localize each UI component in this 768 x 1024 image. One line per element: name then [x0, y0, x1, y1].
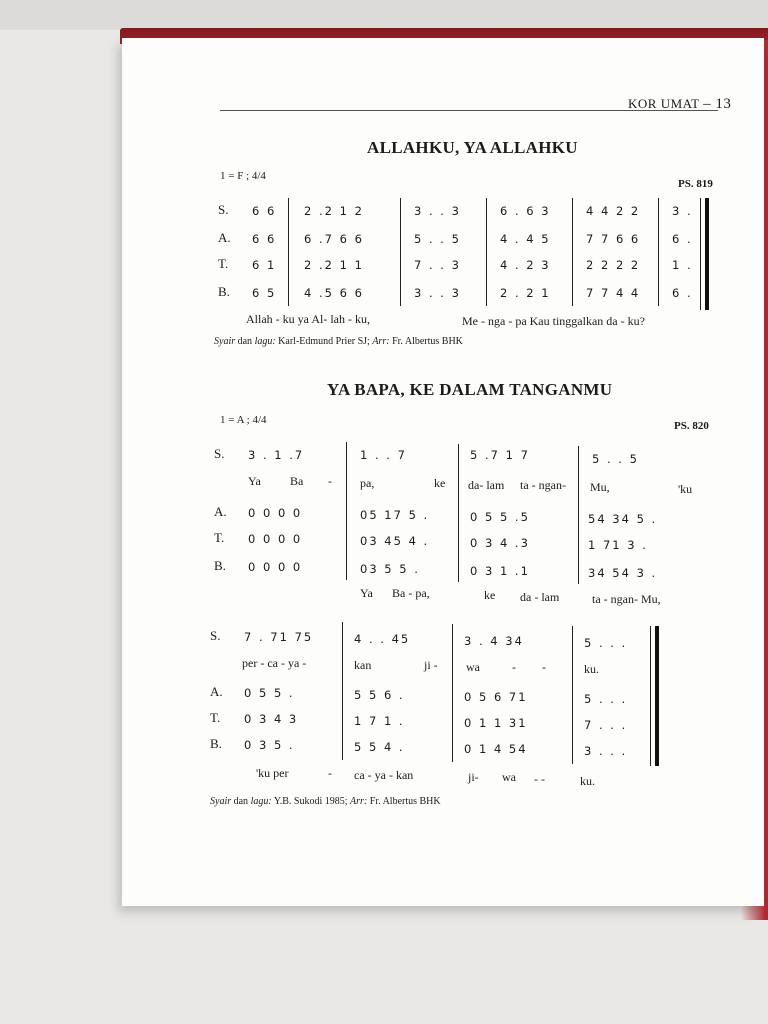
voice-label: T.	[218, 256, 229, 271]
barline	[458, 444, 459, 582]
voice-label: T.	[214, 530, 225, 545]
note-cell: 6 .	[672, 286, 693, 300]
barline	[578, 446, 579, 584]
lyric: ca - ya - kan	[354, 768, 414, 782]
note-cell: 4 4 2 2	[586, 204, 641, 218]
barline	[346, 442, 347, 580]
note-cell: 3 . . 3	[414, 204, 461, 218]
lyric: 'ku	[678, 482, 693, 496]
song-title: YA BAPA, KE DALAM TANGANMU	[327, 380, 613, 399]
barline	[658, 198, 659, 306]
note-cell: 6 5	[252, 286, 277, 300]
credits	[214, 336, 463, 347]
note-cell: 2 .2 1 1	[304, 258, 364, 272]
lyric: Ba - pa,	[392, 586, 430, 600]
lyric: ku.	[580, 774, 595, 788]
background-top	[0, 0, 768, 30]
note-cell: 3 . . .	[584, 744, 628, 758]
barline	[700, 198, 701, 310]
page-number: – 13	[703, 96, 732, 112]
credit-label: Syair	[214, 336, 236, 347]
lyric: wa	[466, 660, 480, 674]
note-cell: 34 54 3 .	[588, 566, 658, 580]
barline	[572, 626, 573, 764]
note-cell: 6 1	[252, 258, 277, 272]
ps-number: PS. 819	[678, 178, 713, 190]
lyric: da - lam	[520, 590, 560, 604]
lyric-line: Allah - ku ya Al- lah - ku,	[246, 312, 370, 326]
lyric: da- lam	[468, 478, 505, 492]
credit-lagu: lagu:	[250, 796, 272, 807]
credit-lagu: lagu:	[254, 336, 276, 347]
note-cell: 2 .2 1 2	[304, 204, 364, 218]
final-barline	[655, 626, 659, 766]
note-cell: 5 5 6 .	[354, 688, 405, 702]
note-cell: 0 5 5 .5	[470, 510, 530, 524]
note-cell: 3 . 1 .7	[248, 448, 305, 462]
lyric: per - ca - ya -	[242, 656, 307, 670]
note-cell: 05 17 5 .	[360, 508, 430, 522]
lyric: ke	[484, 588, 496, 602]
note-cell: 4 . 2 3	[500, 258, 551, 272]
note-cell: 1 7 1 .	[354, 714, 405, 728]
note-cell: 5 .7 1 7	[470, 448, 530, 462]
note-cell: 6 6	[252, 204, 277, 218]
lyric: Ya	[248, 474, 261, 488]
barline	[288, 198, 289, 306]
note-cell: 5 5 4 .	[354, 740, 405, 754]
lyric: -	[328, 474, 332, 488]
barline	[486, 198, 487, 306]
voice-label: S.	[210, 628, 221, 643]
note-cell: 5 . . 5	[414, 232, 461, 246]
credit-arr-text: Fr. Albertus BHK	[369, 796, 441, 807]
lyric: Mu,	[590, 480, 610, 494]
credit-mid: dan	[233, 796, 249, 807]
note-cell: 3 .	[672, 204, 693, 218]
note-cell: 5 . . .	[584, 692, 628, 706]
lyric: -	[542, 660, 546, 674]
voice-label: S.	[214, 446, 225, 461]
note-cell: 0 5 6 71	[464, 690, 528, 704]
note-cell: 7 . . 3	[414, 258, 461, 272]
note-cell: 6 6	[252, 232, 277, 246]
note-cell: 6 .	[672, 232, 693, 246]
final-barline	[705, 198, 709, 310]
note-cell: 0 3 4 3	[244, 712, 299, 726]
credit-label: Syair	[210, 796, 232, 807]
key-signature: 1 = F ; 4/4	[220, 170, 266, 182]
barline	[400, 198, 401, 306]
lyric: ji-	[468, 770, 479, 784]
credit-arr: Arr:	[372, 336, 390, 347]
barline	[650, 626, 651, 766]
note-cell: 0 0 0 0	[248, 532, 303, 546]
credits	[210, 796, 441, 807]
note-cell: 0 1 4 54	[464, 742, 528, 756]
note-cell: 7 7 6 6	[586, 232, 641, 246]
ps-number: PS. 820	[674, 420, 709, 432]
voice-label: B.	[218, 284, 230, 299]
note-cell: 2 . 2 1	[500, 286, 551, 300]
credit-arr: Arr:	[350, 796, 368, 807]
voice-label: A.	[210, 684, 223, 699]
lyric: Ya	[360, 586, 373, 600]
lyric: -	[328, 766, 332, 780]
key-signature: 1 = A ; 4/4	[220, 414, 267, 426]
note-cell: 4 .5 6 6	[304, 286, 364, 300]
song-title: ALLAHKU, YA ALLAHKU	[367, 138, 578, 157]
credit-text: Y.B. Sukodi 1985;	[273, 796, 348, 807]
note-cell: 0 3 4 .3	[470, 536, 530, 550]
barline	[342, 622, 343, 760]
lyric: ta - ngan- Mu,	[592, 592, 661, 606]
note-cell: 0 3 5 .	[244, 738, 295, 752]
lyric: ji -	[424, 658, 438, 672]
note-cell: 0 3 1 .1	[470, 564, 530, 578]
note-cell: 1 .	[672, 258, 693, 272]
voice-label: S.	[218, 202, 229, 217]
lyric: kan	[354, 658, 372, 672]
note-cell: 7 7 4 4	[586, 286, 641, 300]
voice-label: B.	[210, 736, 222, 751]
lyric: -	[512, 660, 516, 674]
note-cell: 2 2 2 2	[586, 258, 641, 272]
lyric: Ba	[290, 474, 304, 488]
note-cell: 03 45 4 .	[360, 534, 430, 548]
voice-label: A.	[214, 504, 227, 519]
note-cell: 6 .7 6 6	[304, 232, 364, 246]
header-rule	[220, 110, 718, 111]
note-cell: 5 . . .	[584, 636, 628, 650]
note-cell: 3 . . 3	[414, 286, 461, 300]
note-cell: 03 5 5 .	[360, 562, 420, 576]
note-cell: 4 . 4 5	[500, 232, 551, 246]
note-cell: 0 0 0 0	[248, 506, 303, 520]
note-cell: 0 0 0 0	[248, 560, 303, 574]
note-cell: 4 . . 45	[354, 632, 411, 646]
note-cell: 5 . . 5	[592, 452, 639, 466]
note-cell: 1 71 3 .	[588, 538, 648, 552]
lyric-line: Me - nga - pa Kau tinggalkan da - ku?	[462, 314, 645, 328]
credit-text: Karl-Edmund Prier SJ;	[278, 336, 370, 347]
note-cell: 3 . 4 34	[464, 634, 524, 648]
lyric: ku.	[584, 662, 599, 676]
running-title: KOR UMAT	[628, 96, 700, 111]
book-page	[122, 38, 764, 906]
note-cell: 0 1 1 31	[464, 716, 528, 730]
note-cell: 7 . . .	[584, 718, 628, 732]
credit-arr-text: Fr. Albertus BHK	[392, 336, 463, 347]
lyric: pa,	[360, 476, 375, 490]
barline	[452, 624, 453, 762]
lyric: 'ku per	[256, 766, 289, 780]
lyric: ta - ngan-	[520, 478, 566, 492]
credit-mid: dan	[237, 336, 253, 347]
lyric: ke	[434, 476, 446, 490]
note-cell: 6 . 6 3	[500, 204, 551, 218]
note-cell: 1 . . 7	[360, 448, 407, 462]
note-cell: 0 5 5 .	[244, 686, 295, 700]
lyric: - -	[534, 772, 545, 786]
note-cell: 54 34 5 .	[588, 512, 658, 526]
voice-label: B.	[214, 558, 226, 573]
voice-label: T.	[210, 710, 221, 725]
barline	[572, 198, 573, 306]
voice-label: A.	[218, 230, 231, 245]
lyric: wa	[502, 770, 516, 784]
note-cell: 7 . 71 75	[244, 630, 314, 644]
